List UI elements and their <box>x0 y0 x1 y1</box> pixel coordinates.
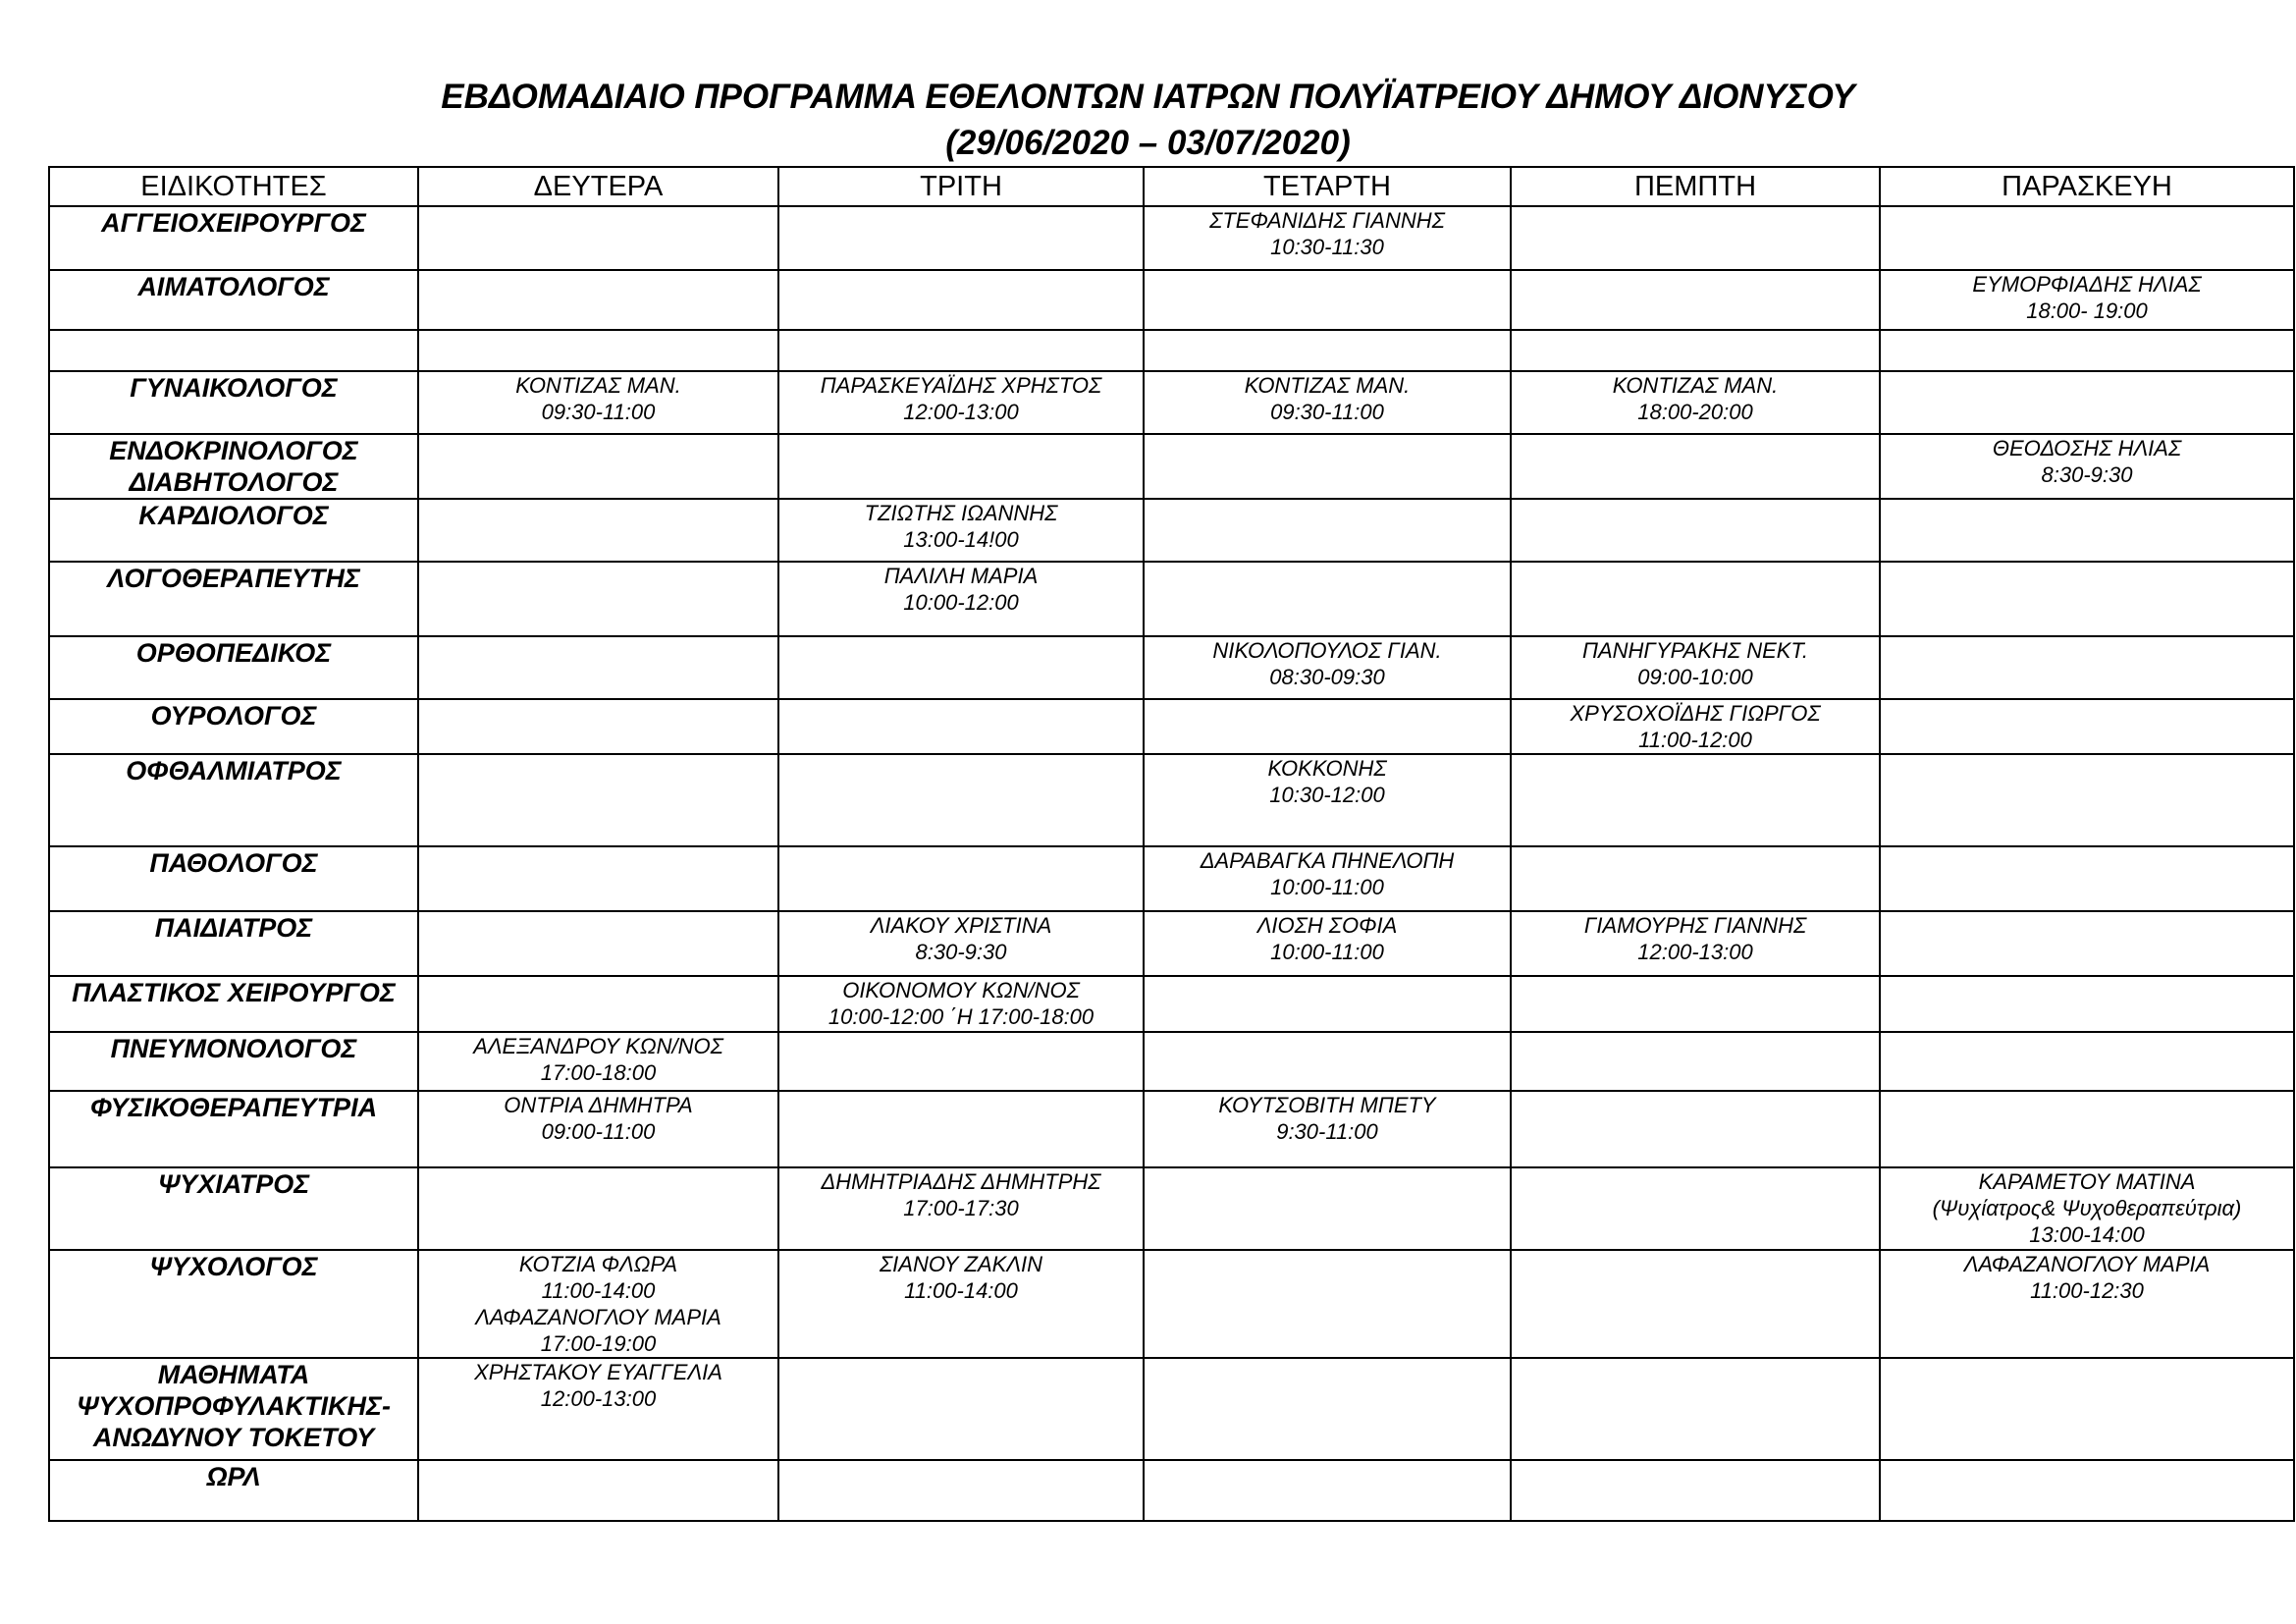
specialty-label: ΟΥΡΟΛΟΓΟΣ <box>150 701 317 731</box>
schedule-cell-wednesday <box>1144 206 1511 270</box>
schedule-entry-line: ΚΟΤΖΙΑ ΦΛΩΡΑ <box>518 1252 678 1276</box>
schedule-cell-friday <box>1880 846 2294 911</box>
schedule-cell-wednesday <box>1144 1091 1511 1167</box>
schedule-cell-monday <box>418 754 778 846</box>
specialty-label: ΚΑΡΔΙΟΛΟΓΟΣ <box>138 501 329 530</box>
table-row <box>49 371 2294 434</box>
schedule-entry-line: 18:00- 19:00 <box>2026 298 2148 323</box>
schedule-cell-tuesday <box>778 434 1144 499</box>
schedule-cell-wednesday <box>1144 1358 1511 1460</box>
specialty-cell <box>49 976 418 1032</box>
schedule-cell-wednesday <box>1144 562 1511 636</box>
schedule-cell-monday <box>418 1460 778 1521</box>
schedule-entry-line: 10:30-11:30 <box>1270 235 1384 259</box>
schedule-entry-line: 09:00-10:00 <box>1637 665 1753 689</box>
schedule-cell-monday <box>418 1167 778 1250</box>
specialty-cell <box>49 371 418 434</box>
specialty-label: ΑΓΓΕΙΟΧΕΙΡΟΥΡΓΟΣ <box>101 208 366 238</box>
schedule-cell-monday <box>418 911 778 976</box>
schedule-entry-line: 17:00-18:00 <box>540 1060 657 1085</box>
specialty-label: ΠΑΙΔΙΑΤΡΟΣ <box>154 913 313 943</box>
schedule-cell-monday <box>418 206 778 270</box>
specialty-cell <box>49 1091 418 1167</box>
schedule-cell-wednesday <box>1144 270 1511 330</box>
specialty-label: ΠΛΑΣΤΙΚΟΣ ΧΕΙΡΟΥΡΓΟΣ <box>72 978 396 1007</box>
schedule-entry-line: ΠΑΛΙΛΗ ΜΑΡΙΑ <box>883 564 1039 588</box>
table-row <box>49 699 2294 754</box>
schedule-cell-tuesday <box>778 562 1144 636</box>
schedule-cell-monday <box>418 371 778 434</box>
schedule-cell-thursday <box>1511 562 1880 636</box>
schedule-cell-friday <box>1880 1091 2294 1167</box>
schedule-cell-friday <box>1880 754 2294 846</box>
column-header-tuesday: ΤΡΙΤΗ <box>778 167 1144 206</box>
schedule-entry-line: ΓΙΑΜΟΥΡΗΣ ΓΙΑΝΝΗΣ <box>1583 913 1807 938</box>
schedule-entry-line: ΧΡΗΣΤΑΚΟΥ ΕΥΑΓΓΕΛΙΑ <box>474 1360 722 1384</box>
schedule-cell-thursday <box>1511 754 1880 846</box>
schedule-cell-friday <box>1880 911 2294 976</box>
schedule-cell-monday <box>418 976 778 1032</box>
schedule-cell-friday <box>1880 330 2294 371</box>
schedule-cell-friday <box>1880 206 2294 270</box>
document-title: ΕΒΔΟΜΑΔΙΑΙΟ ΠΡΟΓΡΑΜΜΑ ΕΘΕΛΟΝΤΩΝ ΙΑΤΡΩΝ ΠΟΛΥΪΑΤΡΕΙΟΥ ΔΗΜΟΥ ΔΙΟΝΥΣΟΥ <box>441 78 1855 116</box>
schedule-cell-friday <box>1880 371 2294 434</box>
schedule-cell-friday <box>1880 1358 2294 1460</box>
schedule-cell-friday <box>1880 499 2294 562</box>
schedule-cell-friday <box>1880 636 2294 699</box>
schedule-cell-wednesday <box>1144 1032 1511 1091</box>
schedule-cell-tuesday <box>778 1460 1144 1521</box>
schedule-cell-monday <box>418 1358 778 1460</box>
column-header-thursday: ΠΕΜΠΤΗ <box>1511 167 1880 206</box>
table-row <box>49 562 2294 636</box>
column-header-specialties: ΕΙΔΙΚΟΤΗΤΕΣ <box>49 167 418 206</box>
schedule-entry-line: 17:00-19:00 <box>540 1331 657 1356</box>
schedule-cell-tuesday <box>778 699 1144 754</box>
schedule-entry-line: 13:00-14:00 <box>2029 1222 2145 1247</box>
schedule-cell-wednesday <box>1144 911 1511 976</box>
specialty-cell <box>49 911 418 976</box>
schedule-cell-thursday <box>1511 330 1880 371</box>
specialty-cell <box>49 270 418 330</box>
table-row <box>49 754 2294 846</box>
schedule-cell-friday <box>1880 699 2294 754</box>
schedule-entry-line: 8:30-9:30 <box>2041 462 2133 487</box>
schedule-cell-wednesday <box>1144 636 1511 699</box>
schedule-cell-wednesday <box>1144 754 1511 846</box>
specialty-label: ΠΝΕΥΜΟΝΟΛΟΓΟΣ <box>110 1034 357 1063</box>
table-row <box>49 911 2294 976</box>
specialty-cell <box>49 206 418 270</box>
specialty-label: ΦΥΣΙΚΟΘΕΡΑΠΕΥΤΡΙΑ <box>89 1093 378 1122</box>
table-row <box>49 434 2294 499</box>
schedule-cell-thursday <box>1511 434 1880 499</box>
document-date-range: (29/06/2020 – 03/07/2020) <box>945 124 1351 162</box>
schedule-entry-line: ΕΥΜΟΡΦΙΑΔΗΣ ΗΛΙΑΣ <box>1972 272 2202 297</box>
table-row <box>49 1091 2294 1167</box>
specialty-label: ΩΡΛ <box>206 1462 261 1491</box>
schedule-cell-thursday <box>1511 1091 1880 1167</box>
schedule-cell-thursday <box>1511 1358 1880 1460</box>
schedule-entry-line: ΧΡΥΣΟΧΟΪΔΗΣ ΓΙΩΡΓΟΣ <box>1570 701 1821 726</box>
schedule-entry-line: 11:00-12:00 <box>1638 728 1752 752</box>
schedule-entry-line: ΚΟΚΚΟΝΗΣ <box>1267 756 1387 781</box>
specialty-cell <box>49 1032 418 1091</box>
schedule-entry-line: ΘΕΟΔΟΣΗΣ ΗΛΙΑΣ <box>1992 436 2182 460</box>
specialty-cell <box>49 330 418 371</box>
schedule-cell-monday <box>418 636 778 699</box>
schedule-cell-tuesday <box>778 1091 1144 1167</box>
schedule-cell-friday <box>1880 562 2294 636</box>
schedule-cell-thursday <box>1511 1250 1880 1358</box>
specialty-label: ΨΥΧΟΛΟΓΟΣ <box>149 1252 318 1281</box>
schedule-cell-thursday <box>1511 1032 1880 1091</box>
schedule-entry-line: ΔΗΜΗΤΡΙΑΔΗΣ ΔΗΜΗΤΡΗΣ <box>821 1169 1101 1194</box>
schedule-cell-wednesday <box>1144 330 1511 371</box>
schedule-cell-friday <box>1880 1167 2294 1250</box>
specialty-cell <box>49 499 418 562</box>
schedule-entry-line: ΟΝΤΡΙΑ ΔΗΜΗΤΡΑ <box>504 1093 693 1117</box>
table-row <box>49 846 2294 911</box>
schedule-cell-tuesday <box>778 371 1144 434</box>
schedule-cell-tuesday <box>778 1167 1144 1250</box>
schedule-entry-line: 17:00-17:30 <box>903 1196 1019 1220</box>
schedule-entry-line: ΠΑΡΑΣΚΕΥΑΪΔΗΣ ΧΡΗΣΤΟΣ <box>820 373 1102 398</box>
schedule-cell-tuesday <box>778 1032 1144 1091</box>
schedule-cell-wednesday <box>1144 371 1511 434</box>
schedule-entry-line: 11:00-14:00 <box>541 1278 656 1303</box>
schedule-cell-tuesday <box>778 330 1144 371</box>
schedule-body <box>49 206 2294 1521</box>
specialty-cell <box>49 846 418 911</box>
schedule-entry-line: ΣΙΑΝΟΥ ΖΑΚΛΙΝ <box>879 1252 1043 1276</box>
schedule-cell-thursday <box>1511 371 1880 434</box>
specialty-label: ΑΙΜΑΤΟΛΟΓΟΣ <box>137 272 330 301</box>
specialty-label: ΨΥΧΙΑΤΡΟΣ <box>157 1169 310 1199</box>
schedule-cell-tuesday <box>778 270 1144 330</box>
schedule-entry-line: ΚΟΥΤΣΟΒΙΤΗ ΜΠΕΤΥ <box>1218 1093 1436 1117</box>
schedule-cell-monday <box>418 1032 778 1091</box>
specialty-label: ΟΦΘΑΛΜΙΑΤΡΟΣ <box>126 756 342 785</box>
schedule-cell-monday <box>418 330 778 371</box>
schedule-cell-monday <box>418 846 778 911</box>
specialty-label: ΨΥΧΟΠΡΟΦΥΛΑΚΤΙΚΗΣ- <box>77 1391 391 1421</box>
schedule-cell-thursday <box>1511 846 1880 911</box>
schedule-cell-tuesday <box>778 976 1144 1032</box>
specialty-cell <box>49 434 418 499</box>
schedule-cell-tuesday <box>778 1358 1144 1460</box>
schedule-entry-line: 10:00-12:00 <box>903 590 1019 615</box>
table-row <box>49 206 2294 270</box>
schedule-cell-monday <box>418 434 778 499</box>
schedule-cell-tuesday <box>778 636 1144 699</box>
schedule-cell-wednesday <box>1144 499 1511 562</box>
schedule-entry-line: 09:00-11:00 <box>541 1119 656 1144</box>
specialty-label: ΠΑΘΟΛΟΓΟΣ <box>149 848 318 878</box>
schedule-entry-line: ΚΟΝΤΙΖΑΣ ΜΑΝ. <box>515 373 681 398</box>
specialty-label: ΑΝΩΔΥΝΟΥ ΤΟΚΕΤΟΥ <box>92 1423 375 1452</box>
table-row <box>49 330 2294 371</box>
schedule-cell-monday <box>418 499 778 562</box>
schedule-cell-thursday <box>1511 636 1880 699</box>
schedule-entry-line: 18:00-20:00 <box>1637 400 1753 424</box>
specialty-label: ΓΥΝΑΙΚΟΛΟΓΟΣ <box>130 373 338 403</box>
specialty-label: ΕΝΔΟΚΡΙΝΟΛΟΓΟΣ <box>109 436 358 465</box>
specialty-cell <box>49 754 418 846</box>
schedule-cell-tuesday <box>778 1250 1144 1358</box>
specialty-cell <box>49 1250 418 1358</box>
schedule-cell-thursday <box>1511 1167 1880 1250</box>
schedule-cell-friday <box>1880 434 2294 499</box>
schedule-cell-wednesday <box>1144 699 1511 754</box>
schedule-entry-line: 10:30-12:00 <box>1269 783 1385 807</box>
specialty-label: ΜΑΘΗΜΑΤΑ <box>157 1360 310 1389</box>
specialty-cell <box>49 562 418 636</box>
schedule-entry-line: ΛΙΟΣΗ ΣΟΦΙΑ <box>1256 913 1398 938</box>
schedule-entry-line: ΤΖΙΩΤΗΣ ΙΩΑΝΝΗΣ <box>864 501 1058 525</box>
specialty-cell <box>49 1167 418 1250</box>
specialty-cell <box>49 699 418 754</box>
table-row <box>49 1032 2294 1091</box>
specialty-label: ΔΙΑΒΗΤΟΛΟΓΟΣ <box>129 467 339 497</box>
schedule-entry-line: ΠΑΝΗΓΥΡΑΚΗΣ ΝΕΚΤ. <box>1582 638 1808 663</box>
schedule-cell-tuesday <box>778 206 1144 270</box>
specialty-label: ΟΡΘΟΠΕΔΙΚΟΣ <box>135 638 332 668</box>
schedule-entry-line: 09:30-11:00 <box>541 400 656 424</box>
column-header-wednesday: ΤΕΤΑΡΤΗ <box>1144 167 1511 206</box>
schedule-entry-line: 13:00-14!00 <box>903 527 1019 552</box>
schedule-cell-thursday <box>1511 699 1880 754</box>
schedule-cell-monday <box>418 1091 778 1167</box>
column-header-monday: ΔΕΥΤΕΡΑ <box>418 167 778 206</box>
schedule-entry-line: ΛΙΑΚΟΥ ΧΡΙΣΤΙΝΑ <box>870 913 1052 938</box>
schedule-entry-line: ΚΟΝΤΙΖΑΣ ΜΑΝ. <box>1612 373 1779 398</box>
table-row <box>49 1250 2294 1358</box>
schedule-entry-line: ΛΑΦΑΖΑΝΟΓΛΟΥ ΜΑΡΙΑ <box>1963 1252 2211 1276</box>
schedule-entry-line: 12:00-13:00 <box>1637 940 1753 964</box>
schedule-cell-thursday <box>1511 499 1880 562</box>
schedule-cell-monday <box>418 699 778 754</box>
table-row <box>49 270 2294 330</box>
schedule-entry-line: 09:30-11:00 <box>1270 400 1384 424</box>
schedule-entry-line: 10:00-12:00 ΄Η 17:00-18:00 <box>828 1004 1095 1029</box>
schedule-cell-tuesday <box>778 911 1144 976</box>
table-row <box>49 499 2294 562</box>
column-header-friday: ΠΑΡΑΣΚΕΥΗ <box>1880 167 2294 206</box>
schedule-cell-wednesday <box>1144 976 1511 1032</box>
schedule-entry-line: 10:00-11:00 <box>1270 875 1384 899</box>
schedule-cell-wednesday <box>1144 1167 1511 1250</box>
schedule-entry-line: 11:00-14:00 <box>904 1278 1018 1303</box>
table-row <box>49 636 2294 699</box>
schedule-cell-friday <box>1880 1460 2294 1521</box>
schedule-entry-line: 10:00-11:00 <box>1270 940 1384 964</box>
schedule-cell-tuesday <box>778 846 1144 911</box>
schedule-cell-friday <box>1880 1032 2294 1091</box>
schedule-entry-line: 11:00-12:30 <box>2030 1278 2144 1303</box>
schedule-cell-thursday <box>1511 976 1880 1032</box>
schedule-cell-tuesday <box>778 754 1144 846</box>
schedule-cell-wednesday <box>1144 1460 1511 1521</box>
schedule-table <box>48 166 2295 1522</box>
schedule-cell-thursday <box>1511 206 1880 270</box>
header-row <box>49 167 2294 206</box>
schedule-cell-thursday <box>1511 270 1880 330</box>
schedule-cell-tuesday <box>778 499 1144 562</box>
table-row <box>49 976 2294 1032</box>
schedule-cell-monday <box>418 270 778 330</box>
schedule-cell-thursday <box>1511 911 1880 976</box>
schedule-entry-line: ΚΑΡΑΜΕΤΟΥ ΜΑΤΙΝΑ <box>1978 1169 2196 1194</box>
schedule-cell-monday <box>418 1250 778 1358</box>
schedule-entry-line: 12:00-13:00 <box>540 1386 657 1411</box>
schedule-cell-wednesday <box>1144 1250 1511 1358</box>
table-row <box>49 1167 2294 1250</box>
specialty-cell <box>49 1358 418 1460</box>
schedule-entry-line: 8:30-9:30 <box>915 940 1007 964</box>
schedule-entry-line: ΔΑΡΑΒΑΓΚΑ ΠΗΝΕΛΟΠΗ <box>1200 848 1455 873</box>
schedule-entry-line: ΛΑΦΑΖΑΝΟΓΛΟΥ ΜΑΡΙΑ <box>475 1305 721 1329</box>
schedule-entry-line: ΣΤΕΦΑΝΙΔΗΣ ΓΙΑΝΝΗΣ <box>1209 208 1445 233</box>
schedule-cell-wednesday <box>1144 434 1511 499</box>
schedule-entry-line: ΟΙΚΟΝΟΜΟΥ ΚΩΝ/ΝΟΣ <box>842 978 1080 1002</box>
schedule-entry-line: 9:30-11:00 <box>1276 1119 1378 1144</box>
specialty-cell <box>49 1460 418 1521</box>
schedule-entry-line: (Ψυχίατρος& Ψυχοθεραπεύτρια) <box>1932 1196 2242 1220</box>
schedule-entry-line: ΝΙΚΟΛΟΠΟΥΛΟΣ ΓΙΑΝ. <box>1212 638 1442 663</box>
schedule-entry-line: ΑΛΕΞΑΝΔΡΟΥ ΚΩΝ/ΝΟΣ <box>473 1034 723 1058</box>
specialty-label: ΛΟΓΟΘΕΡΑΠΕΥΤΗΣ <box>107 564 360 593</box>
schedule-cell-friday <box>1880 1250 2294 1358</box>
table-row <box>49 1358 2294 1460</box>
schedule-cell-thursday <box>1511 1460 1880 1521</box>
table-row <box>49 1460 2294 1521</box>
schedule-cell-friday <box>1880 270 2294 330</box>
schedule-cell-friday <box>1880 976 2294 1032</box>
schedule-entry-line: ΚΟΝΤΙΖΑΣ ΜΑΝ. <box>1244 373 1411 398</box>
schedule-cell-wednesday <box>1144 846 1511 911</box>
schedule-entry-line: 12:00-13:00 <box>903 400 1019 424</box>
schedule-cell-monday <box>418 562 778 636</box>
schedule-entry-line: 08:30-09:30 <box>1269 665 1385 689</box>
specialty-cell <box>49 636 418 699</box>
